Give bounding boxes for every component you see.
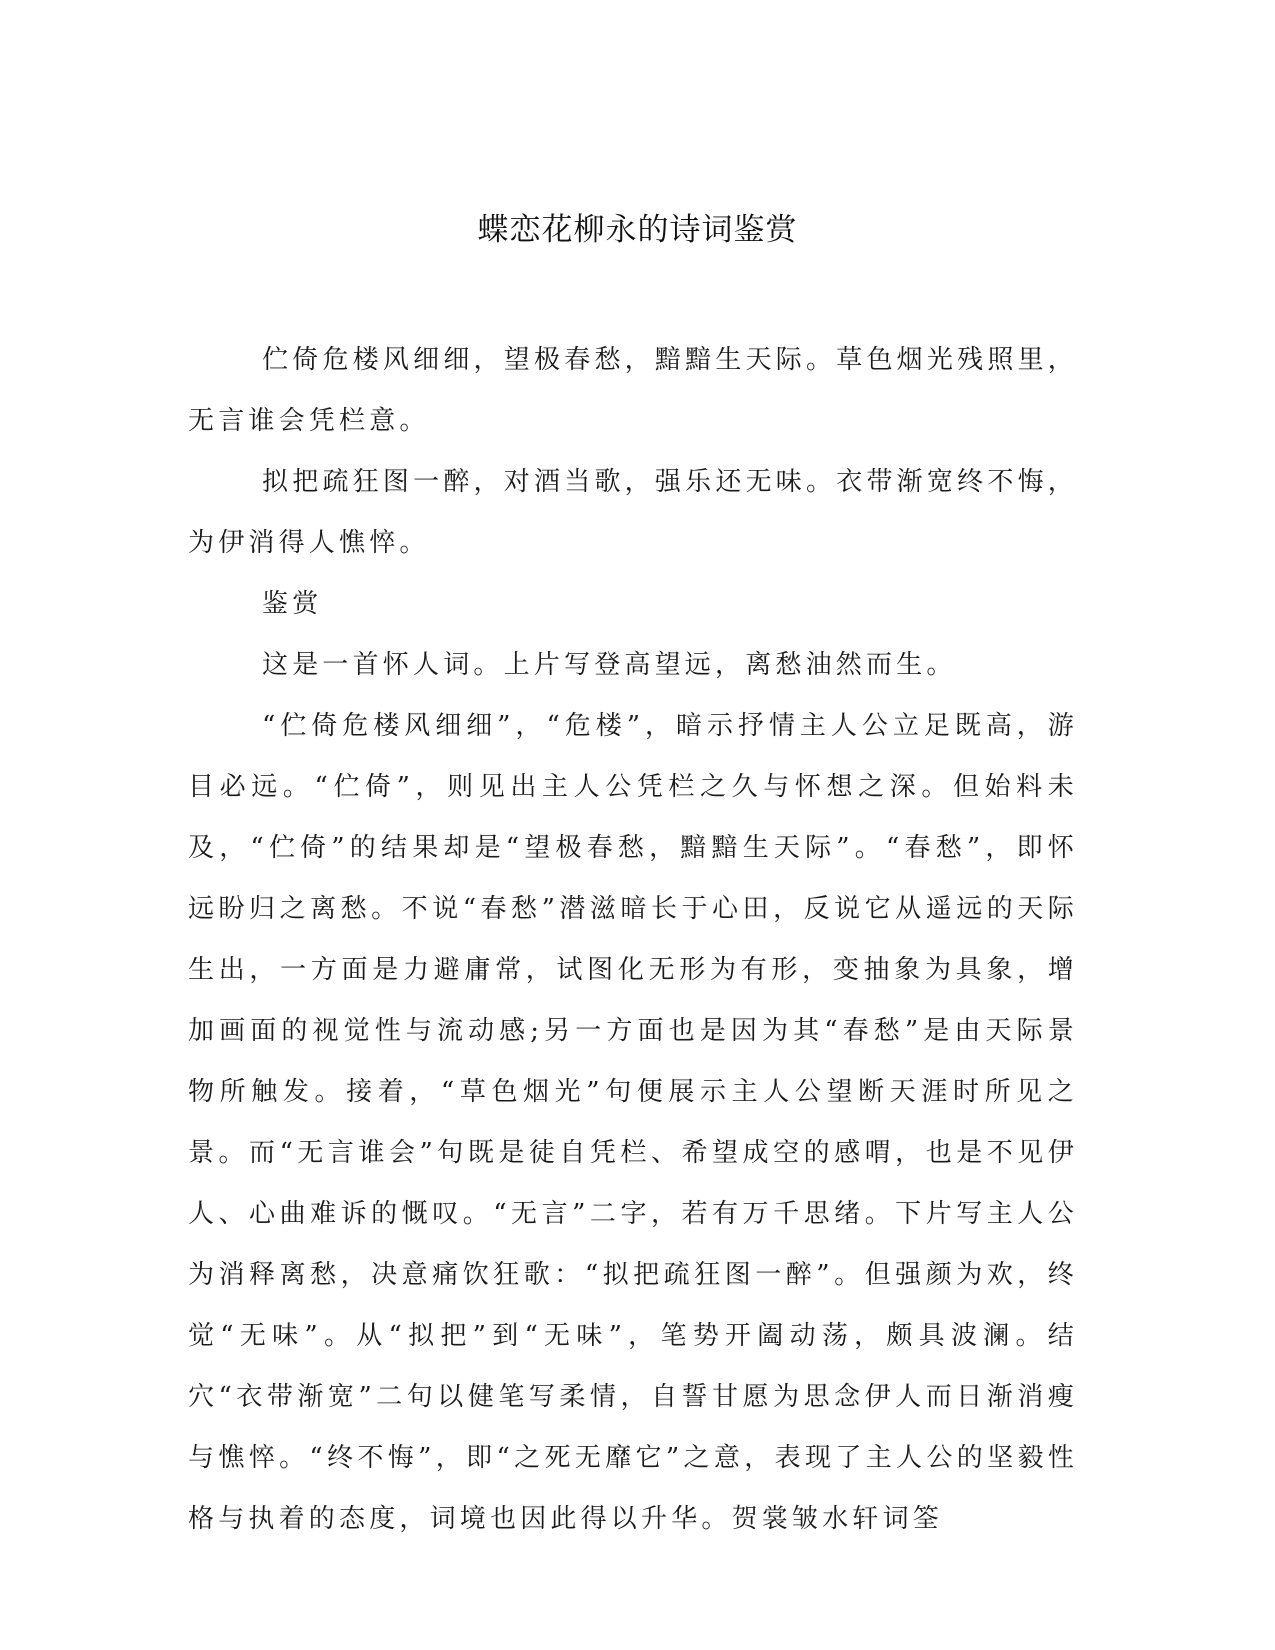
section-heading-appreciation: 鉴赏 <box>262 589 323 619</box>
poem-stanza-2: 拟把疏狂图一醉，对酒当歌，强乐还无味。衣带渐宽终不悔，为伊消得人憔悴。 <box>188 467 1078 558</box>
document-title: 蝶恋花柳永的诗词鉴赏 <box>477 212 798 248</box>
poem-stanza-1: 伫倚危楼风细细，望极春愁，黯黯生天际。草色烟光残照里，无言谁会凭栏意。 <box>188 345 1078 436</box>
document-body <box>188 330 1078 1550</box>
paragraph-intro: 这是一首怀人词。上片写登高望远，离愁油然而生。 <box>262 650 957 680</box>
paragraph-analysis: “伫倚危楼风细细”，“危楼”，暗示抒情主人公立足既高，游目必远。“伫倚”，则见出主人公凭栏之久与怀想之深。但始料未及，“伫倚”的结果却是“望极春愁，黯黯生天际”。“春愁”，即怀远盼归之离愁。不说“春愁”潜滋暗长于心田，反说它从遥远的天际生出，一方面是力避庸常，试图化无形为有形，变抽象为具象，增加画面的视觉性与流动感;另一方面也是因为其“春愁”是由天际景物所触发。接着，“草色烟光”句便展示主人公望断天涯时所见之景。而“无言谁会”句既是徒自凭栏、希望成空的感喟，也是不见伊人、心曲难诉的慨叹。“无言”二字，若有万千思绪。下片写主人公为消释离愁，决意痛饮狂歌：“拟把疏狂图一醉”。但强颜为欢，终觉“无味”。从“拟把”到“无味”，笔势开阖动荡，颇具波澜。结穴“衣带渐宽”二句以健笔写柔情，自誓甘愿为思念伊人而日渐消瘦与憔悴。“终不悔”，即“之死无靡它”之意，表现了主人公的坚毅性格与执着的态度，词境也因此得以升华。贺裳皱水轩词筌 <box>188 711 1078 1534</box>
